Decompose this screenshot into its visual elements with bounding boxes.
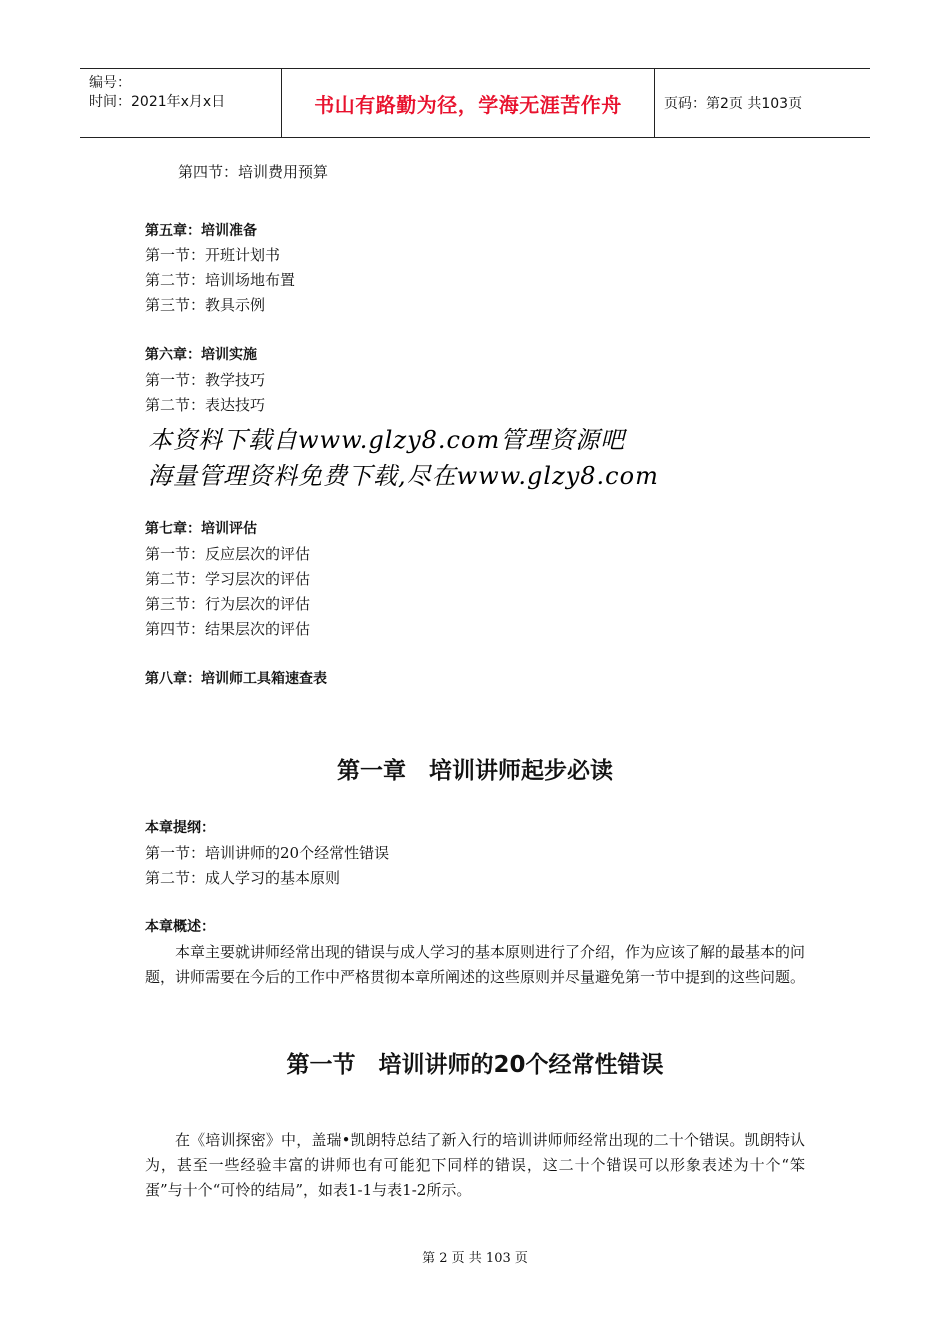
- toc-section-budget: 第四节：培训费用预算: [178, 163, 329, 181]
- header-motto-cell: [282, 69, 655, 137]
- chapter-title: 第一章 培训讲师起步必读: [337, 758, 613, 784]
- toc-item: 第三节：教具示例: [145, 296, 266, 314]
- toc-chapter8-title: 第八章：培训师工具箱速查表: [145, 671, 327, 687]
- summary-label: 本章概述：: [145, 919, 215, 935]
- toc-item: 第二节：培训场地布置: [145, 271, 296, 289]
- header-page-label: 页码：第2页 共103页: [664, 96, 803, 112]
- toc-item: 第一节：教学技巧: [145, 371, 266, 389]
- header-meta: [80, 69, 282, 137]
- toc-item: 第二节：学习层次的评估: [145, 570, 311, 588]
- toc-item: 第三节：行为层次的评估: [145, 595, 311, 613]
- section-title: 第一节 培训讲师的20个经常性错误: [286, 1052, 664, 1078]
- page-header: [80, 68, 870, 138]
- watermark-line-1: 本资料下载自www.glzy8.com管理资源吧: [148, 426, 626, 454]
- outline-item: 第一节：培训讲师的20个经常性错误: [145, 844, 390, 862]
- number-label: 编号：: [89, 75, 131, 91]
- toc-chapter7-title: 第七章：培训评估: [145, 521, 257, 537]
- toc-item: 第一节：开班计划书: [145, 246, 281, 264]
- watermark-line-2: 海量管理资料免费下载,尽在www.glzy8.com: [148, 462, 659, 490]
- section-paragraph: 在《培训探密》中，盖瑞•凯朗特总结了新入行的培训讲师师经常出现的二十个错误。凯朗特认为，甚至一些经验丰富的讲师也有可能犯下同样的错误，这二十个错误可以形象表述为十个“笨蛋”与十个“可怜的结局”，如表1-1与表1-2所示。: [145, 1131, 805, 1199]
- page-footer: 第 2 页 共 103 页: [422, 1251, 528, 1266]
- header-motto: 书山有路勤为径，学海无涯苦作舟: [314, 92, 622, 117]
- toc-item: 第一节：反应层次的评估: [145, 545, 311, 563]
- toc-item: 第四节：结果层次的评估: [145, 620, 311, 638]
- toc-chapter5-title: 第五章：培训准备: [145, 223, 257, 239]
- toc-item: 第二节：表达技巧: [145, 396, 266, 414]
- toc-chapter6-title: 第六章：培训实施: [145, 347, 257, 363]
- outline-item: 第二节：成人学习的基本原则: [145, 869, 341, 887]
- summary-paragraph: 本章主要就讲师经常出现的错误与成人学习的基本原则进行了介绍，作为应该了解的最基本的问题，讲师需要在今后的工作中严格贯彻本章所阐述的这些原则并尽量避免第一节中提到的这些问题。: [145, 943, 806, 986]
- time-label: 时间：2021年x月x日: [89, 94, 226, 110]
- outline-label: 本章提纲：: [145, 820, 215, 836]
- header-page-cell: [655, 69, 870, 137]
